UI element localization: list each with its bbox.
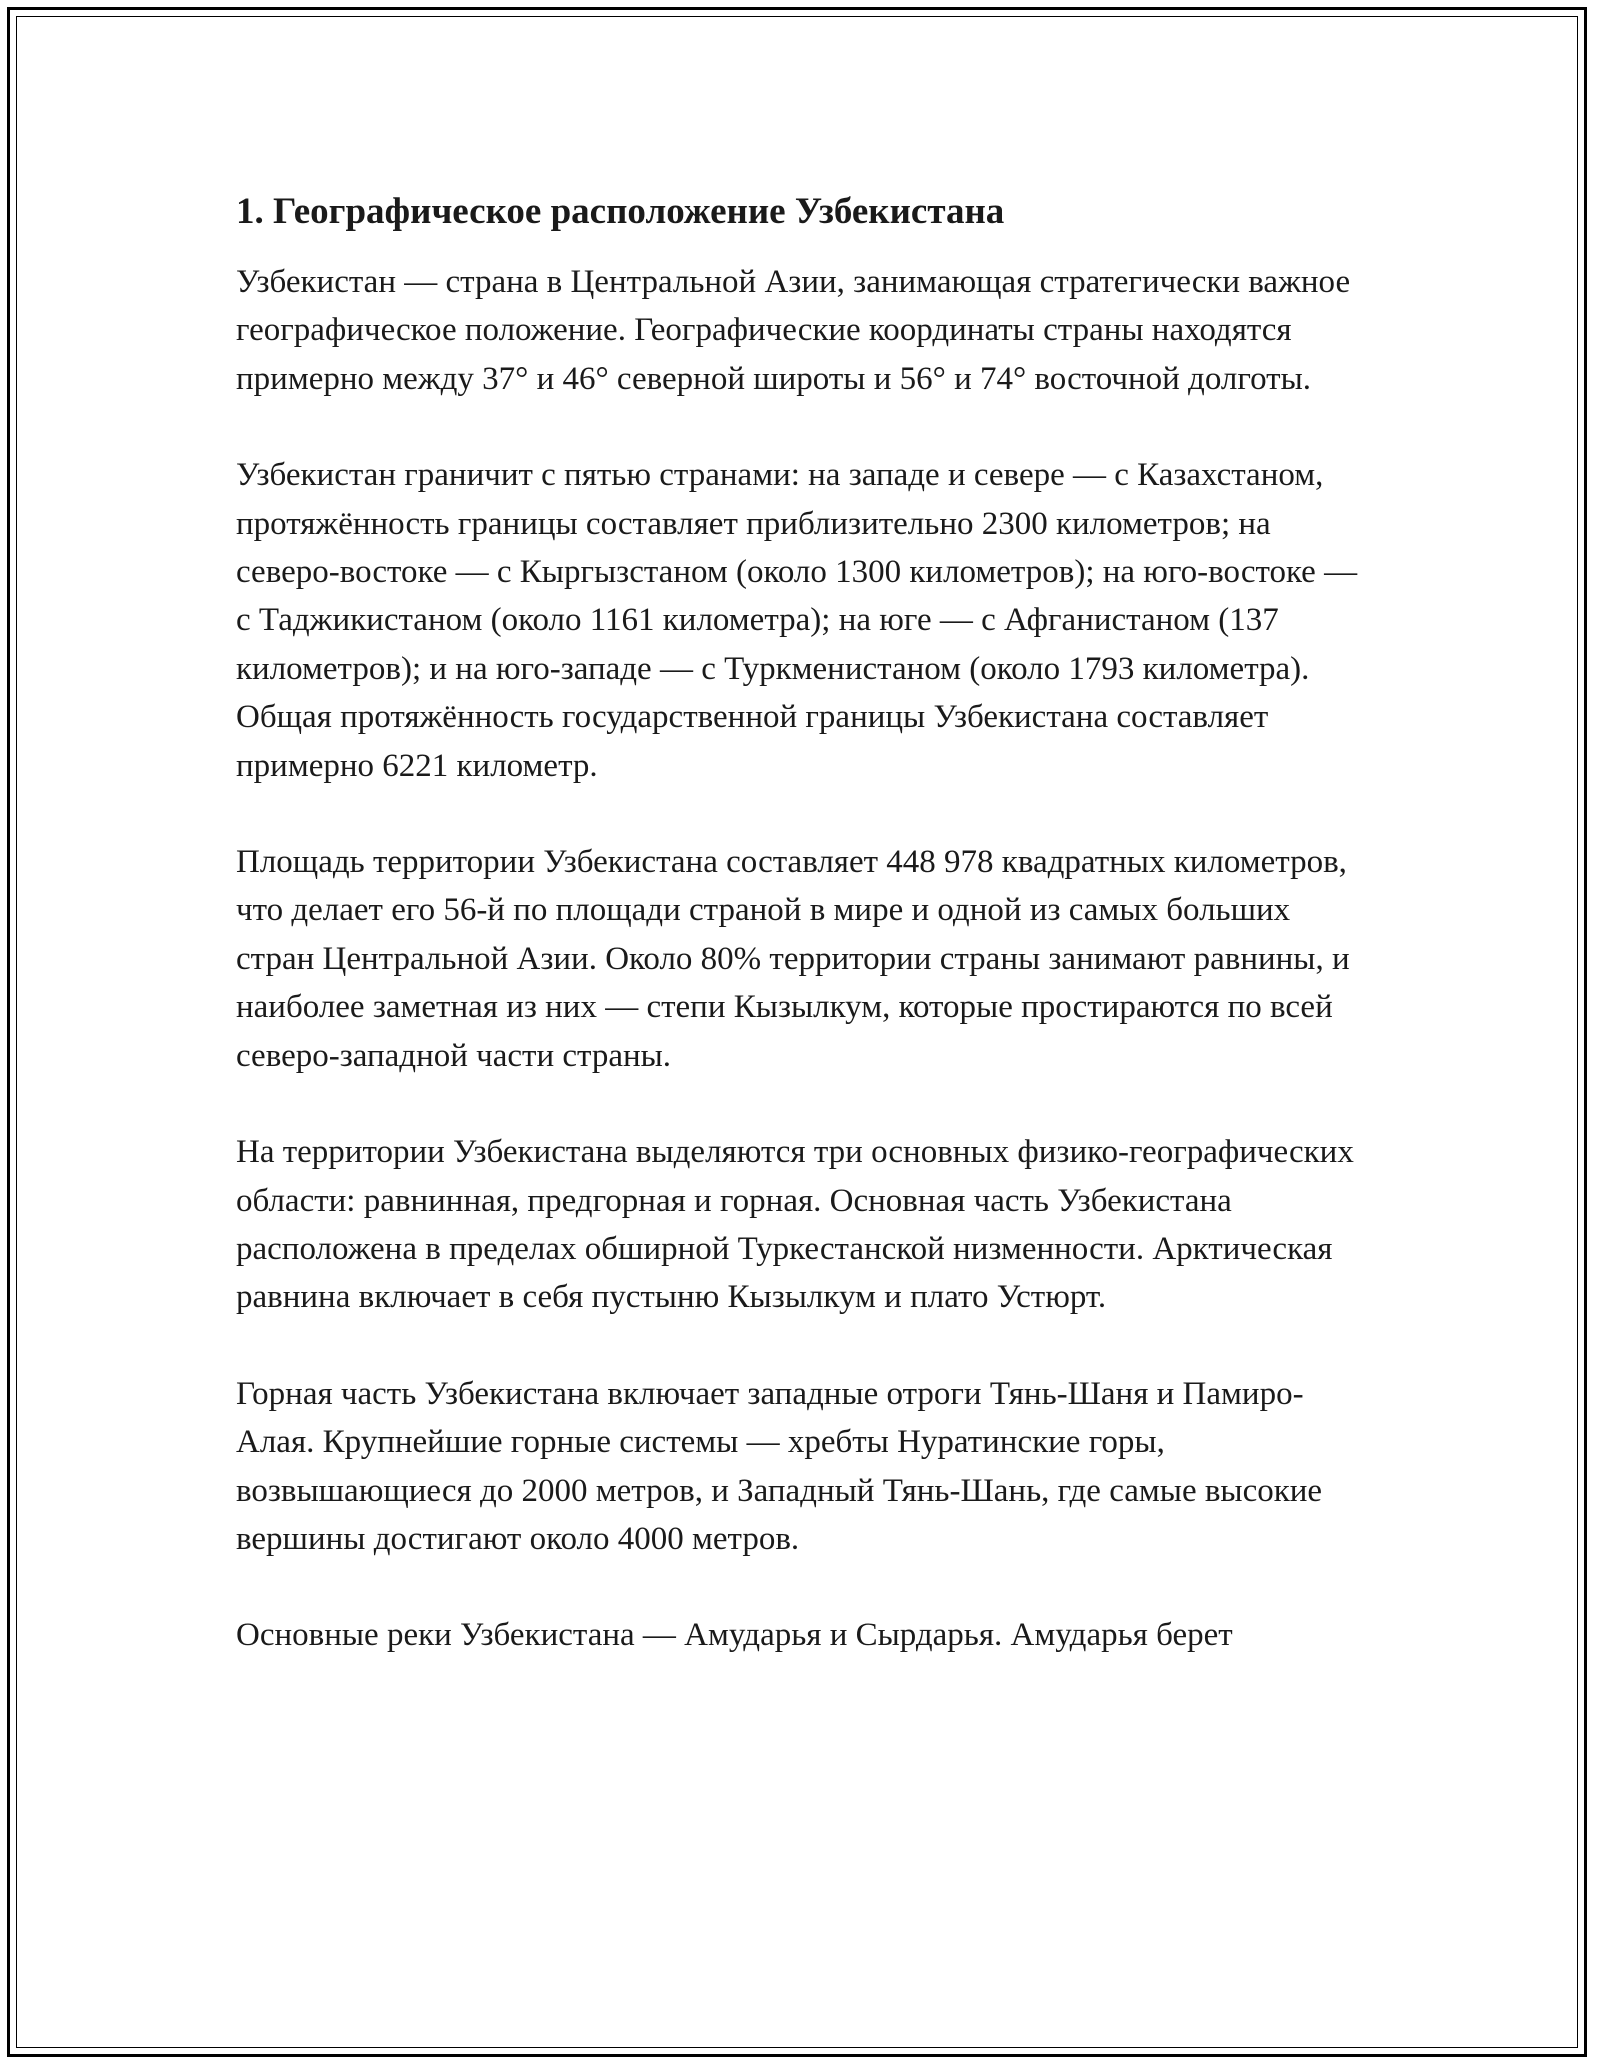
paragraph-borders: Узбекистан граничит с пятью странами: на западе и севере — с Казахстаном, протяжённость границы составляет приблизительно 2300 километров; на северо-востоке — с Кыргызстаном (около 1300 километров); на юго-востоке — с Таджикистаном (около 1161 километра); на юге — с Афганистаном (137 километров); и на юго-западе — с Туркменистаном (около 1793 километра). Общая протяжённость государственной границы Узбекистана составляет примерно 6221 километр. bbox=[236, 457, 1358, 784]
paragraph-regions: На территории Узбекистана выделяются три основных физико-географических области: равнинная, предгорная и горная. Основная часть Узбекистана расположена в пределах обширной Туркестанской низменности. Арктическая равнина включает в себя пустыню Кызылкум и плато Устюрт. bbox=[236, 1134, 1354, 1316]
document-heading: 1. Географическое расположение Узбекистана bbox=[236, 191, 1005, 232]
paragraph-rivers: Основные реки Узбекистана — Амударья и Сырдарья. Амударья берет bbox=[236, 1617, 1233, 1654]
document-body bbox=[236, 188, 1366, 1708]
paragraph-mountains: Горная часть Узбекистана включает западные отроги Тянь-Шаня и Памиро-Алая. Крупнейшие горные системы — хребты Нуратинские горы, возвышающиеся до 2000 метров, и Западный Тянь-Шань, где самые высокие вершины достигают около 4000 метров. bbox=[236, 1375, 1323, 1557]
paragraph-area: Площадь территории Узбекистана составляет 448 978 квадратных километров, что делает его 56-й по площади страной в мире и одной из самых больших стран Центральной Азии. Около 80% территории страны занимают равнины, и наиболее заметная из них — степи Кызылкум, которые простираются по всей северо-западной части страны. bbox=[236, 844, 1350, 1074]
paragraph-coordinates: Узбекистан — страна в Центральной Азии, занимающая стратегически важное географическое положение. Географические координаты страны находятся примерно между 37° и 46° северной широты и 56° и 74° восточной долготы. bbox=[236, 264, 1351, 397]
